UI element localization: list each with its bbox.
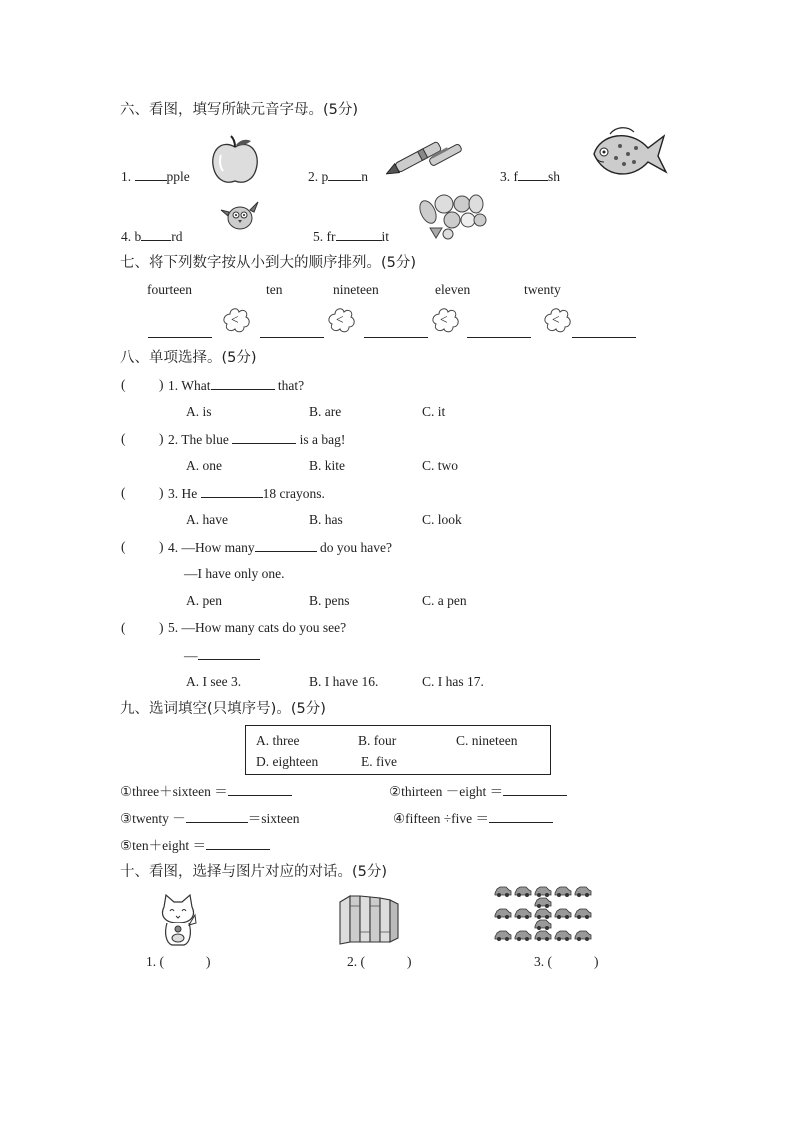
lucky-cat-picture (158, 893, 198, 947)
less-than-symbol-2: < (336, 312, 344, 327)
q1-option-b[interactable]: B. are (309, 404, 342, 419)
s6-blank-4[interactable] (141, 228, 171, 241)
picture-2-answer[interactable] (347, 954, 412, 970)
order-blank-4[interactable] (467, 337, 531, 338)
q5-option-c[interactable]: C. I has 17. (422, 674, 484, 689)
q3-stem-b: 18 crayons. (262, 486, 325, 501)
word-eleven: eleven (435, 282, 471, 297)
q5-stem: 5. —How many cats do you see? (168, 620, 347, 635)
s6-item-4-post: rd (171, 229, 183, 244)
picture-3-answer[interactable] (534, 954, 599, 970)
q4-paren-open[interactable]: ( (121, 539, 126, 554)
s6-item-4-num: 4. b (121, 229, 142, 244)
q2-blank[interactable] (232, 431, 296, 444)
equation-1 (120, 783, 292, 800)
word-bank-box (245, 725, 551, 775)
q3-stem (168, 485, 325, 502)
q2-stem (168, 431, 345, 448)
s6-item-3-post: sh (548, 169, 561, 184)
s6-item-1-post: pple (166, 169, 190, 184)
eq3-blank[interactable] (186, 810, 248, 823)
q4-blank[interactable] (255, 539, 317, 552)
apple-picture (209, 133, 261, 187)
q2-option-c[interactable]: C. two (422, 458, 459, 473)
word-bank-e: E. five (361, 754, 397, 769)
q1-stem-b: that? (277, 378, 305, 393)
q1-paren-open[interactable]: ( (121, 377, 126, 392)
word-bank-c: C. nineteen (456, 733, 518, 748)
order-blank-1[interactable] (148, 337, 212, 338)
section-8-title: 八、单项选择。(5分) (120, 350, 257, 366)
q1-option-a[interactable]: A. is (186, 404, 212, 419)
q5-blank[interactable] (198, 647, 260, 660)
s6-item-2-num: 2. p (308, 169, 329, 184)
order-blank-2[interactable] (260, 337, 324, 338)
less-than-cloud-1 (222, 306, 250, 334)
q1-stem-a: 1. What (168, 378, 211, 393)
q4-stem-a: 4. —How many (168, 540, 255, 555)
eq4-blank[interactable] (489, 810, 553, 823)
section-6-title: 六、看图，填写所缺元音字母。(5分) (120, 102, 359, 118)
s6-blank-3[interactable] (518, 168, 548, 181)
q1-stem (168, 377, 304, 394)
q4-option-a[interactable]: A. pen (186, 593, 222, 608)
s6-item-2-post: n (361, 169, 368, 184)
word-nineteen: nineteen (333, 282, 379, 297)
eq2-blank[interactable] (503, 783, 567, 796)
q2-stem-a: 2. The blue (168, 432, 229, 447)
fruit-picture (416, 190, 488, 240)
eq4-text: ④fifteen ÷five ＝ (393, 811, 489, 826)
picture-2-label: 2. ( (347, 954, 365, 969)
s6-item-3-num: 3. f (500, 169, 518, 184)
eq3-text-a: ③twenty － (120, 811, 186, 826)
word-ten: ten (266, 282, 283, 297)
s6-item-2 (308, 168, 368, 185)
section-10-title: 十、看图，选择与图片对应的对话。(5分) (120, 864, 388, 880)
q3-stem-a: 3. He (168, 486, 198, 501)
s6-item-5 (313, 228, 389, 245)
toy-cars-picture (492, 885, 592, 945)
q4-stem-b: do you have? (320, 540, 392, 555)
q4-line-2: —I have only one. (184, 566, 285, 581)
q2-paren-open[interactable]: ( (121, 431, 126, 446)
s6-blank-1[interactable] (135, 168, 167, 181)
q4-option-b[interactable]: B. pens (309, 593, 350, 608)
q1-paren-close: ) (159, 377, 164, 392)
q5-paren-close: ) (159, 620, 164, 635)
pen-picture (386, 133, 462, 177)
picture-1-answer[interactable] (146, 954, 211, 970)
s6-blank-5[interactable] (336, 228, 382, 241)
q5-dash: — (184, 648, 198, 663)
equation-3 (120, 810, 299, 827)
q4-paren-close: ) (159, 539, 164, 554)
eq2-text: ②thirteen －eight ＝ (389, 784, 504, 799)
q5-option-b[interactable]: B. I have 16. (309, 674, 379, 689)
q2-option-b[interactable]: B. kite (309, 458, 345, 473)
order-blank-5[interactable] (572, 337, 636, 338)
equation-5 (120, 837, 270, 854)
s6-item-5-num: 5. fr (313, 229, 336, 244)
q4-stem (168, 539, 392, 556)
q3-blank[interactable] (201, 485, 263, 498)
s6-item-4 (121, 228, 183, 245)
q3-paren-open[interactable]: ( (121, 485, 126, 500)
eq1-blank[interactable] (228, 783, 292, 796)
word-twenty: twenty (524, 282, 561, 297)
bird-picture (220, 198, 260, 232)
q2-paren-close: ) (159, 431, 164, 446)
eq5-blank[interactable] (206, 837, 270, 850)
less-than-symbol-1: < (231, 312, 239, 327)
less-than-cloud-2 (327, 306, 355, 334)
q5-paren-open[interactable]: ( (121, 620, 126, 635)
q1-blank[interactable] (211, 377, 275, 390)
less-than-symbol-4: < (552, 312, 560, 327)
s6-item-1-num: 1. (121, 169, 132, 184)
q3-option-c[interactable]: C. look (422, 512, 462, 527)
picture-1-label: 1. ( (146, 954, 164, 969)
less-than-symbol-3: < (440, 312, 448, 327)
picture-2-close: ) (407, 954, 412, 969)
eq1-text: ①three＋sixteen ＝ (120, 784, 228, 799)
equation-4 (393, 810, 553, 827)
books-picture (338, 892, 400, 946)
q3-option-b[interactable]: B. has (309, 512, 343, 527)
s6-item-3 (500, 168, 560, 185)
q2-option-a[interactable]: A. one (186, 458, 222, 473)
q3-option-a[interactable]: A. have (186, 512, 228, 527)
q5-line-2 (184, 647, 260, 664)
less-than-cloud-4 (543, 306, 571, 334)
word-bank-b: B. four (358, 733, 397, 748)
eq3-text-b: ＝sixteen (247, 811, 300, 826)
section-7-title: 七、将下列数字按从小到大的顺序排列。(5分) (120, 255, 417, 271)
q2-stem-b: is a bag! (299, 432, 346, 447)
word-bank-a: A. three (256, 733, 300, 748)
q1-option-c[interactable]: C. it (422, 404, 446, 419)
word-bank-d: D. eighteen (256, 754, 319, 769)
s6-blank-2[interactable] (328, 168, 361, 181)
fish-picture (586, 124, 668, 184)
order-blank-3[interactable] (364, 337, 428, 338)
less-than-cloud-3 (431, 306, 459, 334)
picture-1-close: ) (206, 954, 211, 969)
q4-option-c[interactable]: C. a pen (422, 593, 467, 608)
picture-3-label: 3. ( (534, 954, 552, 969)
s6-item-1 (121, 168, 190, 185)
equation-2 (389, 783, 567, 800)
q5-option-a[interactable]: A. I see 3. (186, 674, 242, 689)
s6-item-5-post: it (381, 229, 390, 244)
q3-paren-close: ) (159, 485, 164, 500)
section-9-title: 九、选词填空(只填序号)。(5分) (120, 701, 326, 717)
picture-3-close: ) (594, 954, 599, 969)
word-fourteen: fourteen (147, 282, 192, 297)
eq5-text: ⑤ten＋eight ＝ (120, 838, 206, 853)
